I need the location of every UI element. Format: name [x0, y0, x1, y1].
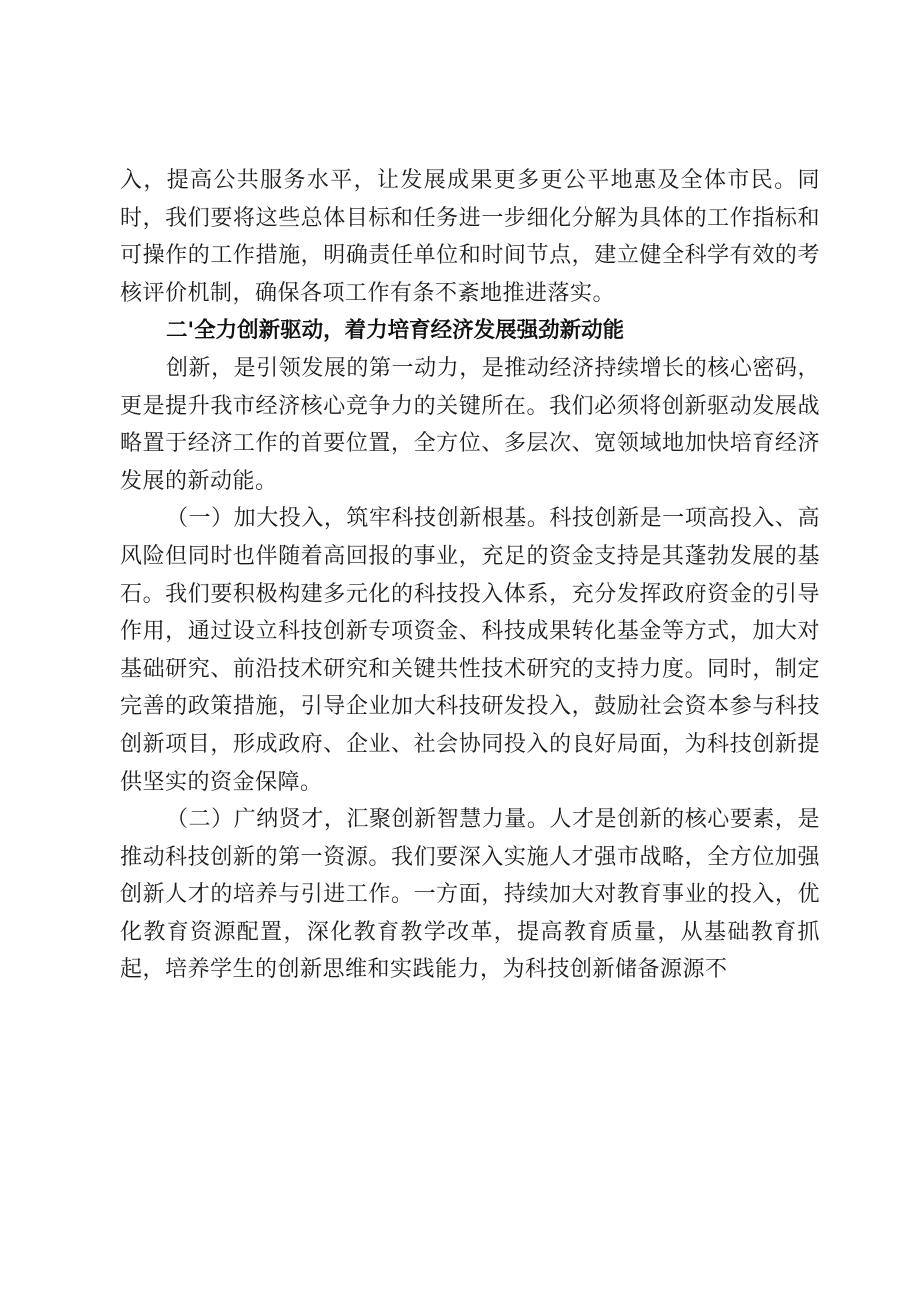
document-body: [120, 162, 820, 989]
section-heading: 二'全力创新驱动，着力培育经济发展强劲新动能: [166, 318, 625, 344]
paragraph-continuation: 入，提高公共服务水平，让发展成果更多更公平地惠及全体市民。同时，我们要将这些总体目标和任务进一步细化分解为具体的工作指标和可操作的工作措施，明确责任单位和时间节点，建立健全科学有效的考核评价机制，确保各项工作有条不紊地推进落实。: [120, 168, 820, 306]
paragraph-talent: （二）广纳贤才，汇聚创新智慧力量。人才是创新的核心要素，是推动科技创新的第一资源。我们要深入实施人才强市战略，全方位加强创新人才的培养与引进工作。一方面，持续加大对教育事业的投入，优化教育资源配置，深化教育教学改革，提高教育质量，从基础教育抓起，培养学生的创新思维和实践能力，为科技创新储备源源不: [120, 807, 820, 983]
paragraph-intro: 创新，是引领发展的第一动力，是推动经济持续增长的核心密码，更是提升我市经济核心竞争力的关键所在。我们必须将创新驱动发展战略置于经济工作的首要位置，全方位、多层次、宽领域地加快培育经济发展的新动能。: [120, 355, 820, 494]
paragraph-investment: （一）加大投入，筑牢科技创新根基。科技创新是一项高投入、高风险但同时也伴随着高回报的事业，充足的资金支持是其蓬勃发展的基石。我们要积极构建多元化的科技投入体系，充分发挥政府资金的引导作用，通过设立科技创新专项资金、科技成果转化基金等方式，加大对基础研究、前沿技术研究和关键共性技术研究的支持力度。同时，制定完善的政策措施，引导企业加大科技研发投入，鼓励社会资本参与科技创新项目，形成政府、企业、社会协同投入的良好局面，为科技创新提供坚实的资金保障。: [120, 506, 820, 795]
